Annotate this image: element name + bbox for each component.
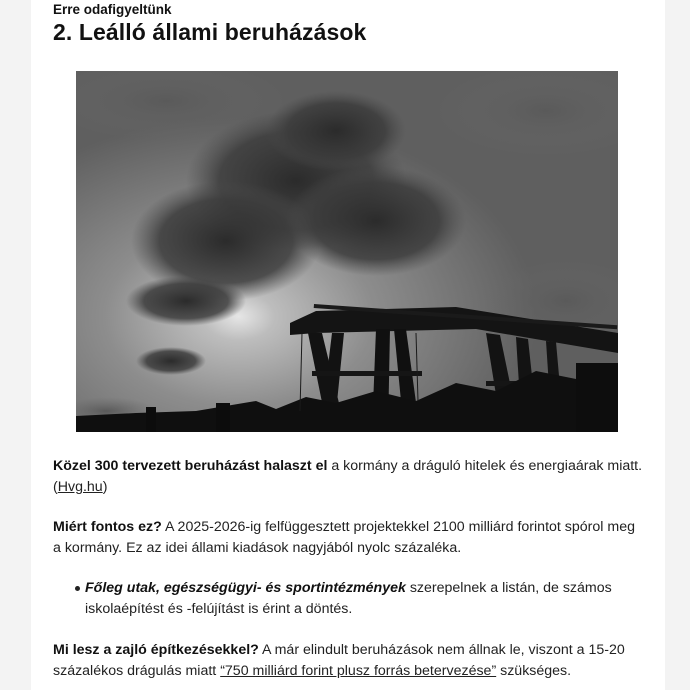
list-item bbox=[53, 578, 643, 620]
ongoing-bold: Mi lesz a zajló építkezésekkel? bbox=[53, 642, 259, 658]
intro-text: a kormány a dráguló hitelek és energiaárak miatt. ( bbox=[53, 458, 643, 495]
ongoing-text: A már elindult beruházások nem állnak le, viszont a 15-20 százalékos drágulás miatt bbox=[53, 642, 625, 679]
bullet-dot-icon bbox=[75, 586, 80, 591]
intro-bold: Közel 300 tervezett beruházást halaszt el bbox=[53, 458, 328, 474]
bullet-bold: Főleg utak, egészségügyi- és sportintézmények bbox=[85, 580, 406, 596]
why-text: A 2025-2026-ig felfüggesztett projektekkel 2100 milliárd forintot spórol meg a kormány. Ez az idei állami kiadások nagyjából nyolc százaléka. bbox=[53, 519, 635, 556]
paragraph-ongoing bbox=[53, 640, 643, 682]
why-bold: Miért fontos ez? bbox=[53, 519, 162, 535]
bullet-text: szerepelnek a listán, de számos iskolaépítést és -felújítást is érint a döntés. bbox=[85, 580, 612, 617]
bullet-list bbox=[53, 578, 643, 620]
intro-close: ) bbox=[102, 479, 108, 495]
source-link-hvg[interactable]: Hvg.hu bbox=[57, 479, 103, 495]
section-title: 2. Leálló állami beruházások bbox=[53, 19, 367, 45]
paragraph-intro bbox=[53, 456, 643, 498]
newsletter-page bbox=[31, 0, 665, 690]
section-kicker: Erre odafigyeltünk bbox=[53, 2, 172, 17]
ongoing-tail: szükséges. bbox=[496, 663, 572, 679]
quote-link[interactable]: “750 milliárd forint plusz forrás betervezése” bbox=[220, 663, 497, 679]
bridge-photo bbox=[76, 71, 618, 432]
paragraph-why bbox=[53, 517, 643, 559]
